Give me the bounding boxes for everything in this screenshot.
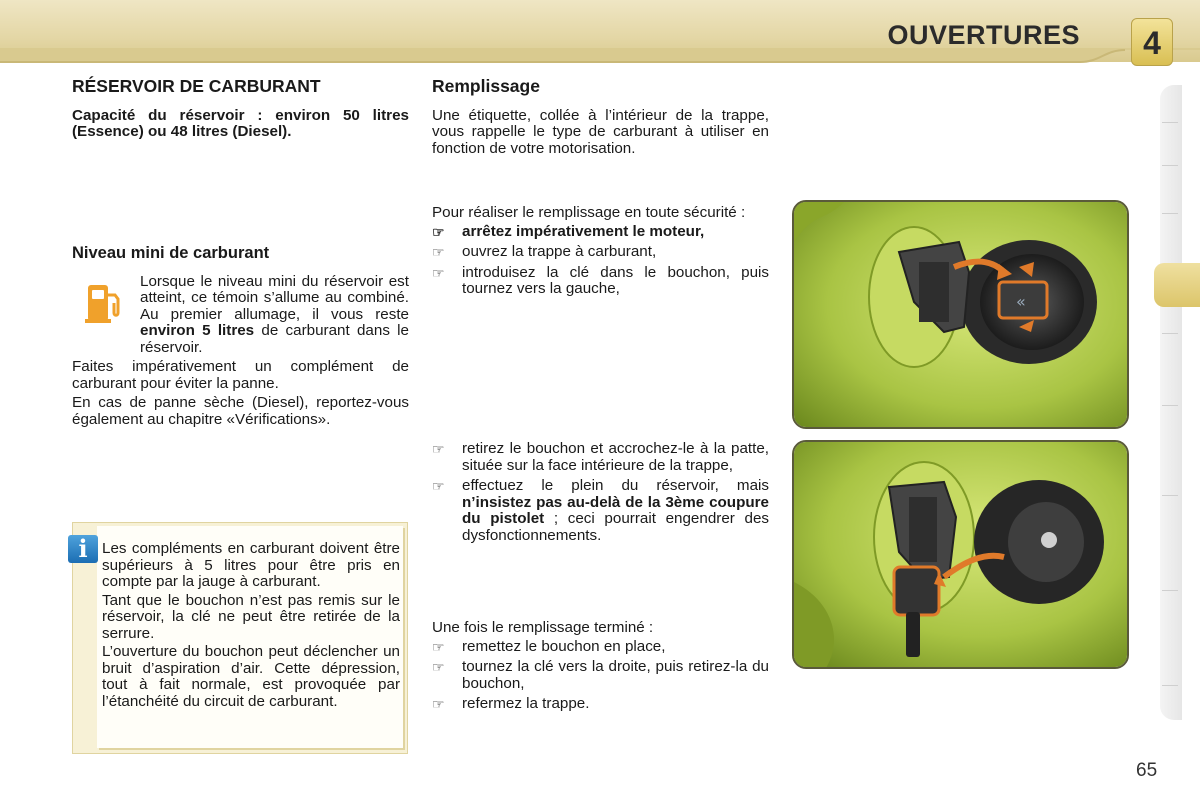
- middle-column: [432, 78, 769, 157]
- low-fuel-text-end: de carburant dans le réservoir.: [140, 322, 410, 356]
- step-item: [432, 265, 769, 298]
- low-fuel-diesel-note: En cas de panne sèche (Diesel), reportez-vous également au chapitre «Vérifications».: [72, 394, 409, 428]
- tab-divider: [1162, 405, 1178, 406]
- step-item: [432, 244, 769, 261]
- step-text: ouvrez la trappe à carburant,: [462, 243, 657, 260]
- chapter-tab-active[interactable]: [1154, 263, 1200, 307]
- pointing-hand-icon: ☞: [432, 244, 445, 260]
- low-fuel-advice: Faites impérativement un complément de carburant pour éviter la panne.: [72, 358, 409, 392]
- chapter-header: [0, 0, 1200, 70]
- pointing-hand-icon: ☞: [432, 638, 445, 655]
- pointing-hand-icon: ☞: [432, 223, 445, 240]
- pointing-hand-icon: ☞: [432, 264, 445, 281]
- info-icon: i: [68, 535, 98, 563]
- step-item: [432, 224, 769, 241]
- step-text: refermez la trappe.: [462, 695, 590, 712]
- pointing-hand-icon: ☞: [432, 441, 445, 457]
- fuel-cap-illustration: [794, 442, 1129, 669]
- refill-intro: Une étiquette, collée à l’intérieur de la trappe, vous rappelle le type de carburant à utiliser en fonction de votre motorisation.: [432, 106, 769, 157]
- svg-text:«: «: [1016, 292, 1026, 311]
- tab-divider: [1162, 165, 1178, 166]
- tab-divider: [1162, 590, 1178, 591]
- step-text-end: ; ceci pourrait engendrer des dysfonctionnements.: [462, 510, 769, 544]
- tab-strip: [1160, 85, 1182, 720]
- section-title: RÉSERVOIR DE CARBURANT: [72, 76, 321, 96]
- step-item: [432, 441, 769, 474]
- refill-steps-continued: [432, 441, 769, 544]
- tab-divider: [1162, 685, 1178, 686]
- page-number: 65: [1136, 760, 1158, 781]
- low-fuel-text: Lorsque le niveau mini du réservoir est atteint, ce témoin s’allume au combiné. Au premier allumage, il vous reste: [140, 272, 409, 323]
- safety-intro: Pour réaliser le remplissage en toute sécurité :: [432, 204, 746, 221]
- pointing-hand-icon: ☞: [432, 659, 445, 675]
- tank-capacity: Capacité du réservoir : environ 50 litres (Essence) ou 48 litres (Diesel).: [72, 106, 409, 140]
- left-column: [72, 78, 409, 141]
- step-item: [432, 478, 769, 544]
- chapter-title: OUVERTURES: [887, 20, 1080, 50]
- pointing-hand-icon: ☞: [432, 478, 445, 494]
- tab-divider: [1162, 495, 1178, 496]
- step-text: arrêtez impérativement le moteur,: [462, 222, 705, 240]
- step-text: remettez le bouchon en place,: [462, 637, 666, 655]
- step-text: introduisez la clé dans le bouchon, puis tournez vers la gauche,: [462, 263, 769, 297]
- pointing-hand-icon: ☞: [432, 696, 445, 712]
- low-fuel-section: [72, 245, 409, 428]
- low-fuel-liters: environ 5 litres: [140, 322, 255, 339]
- step-item: [432, 696, 769, 713]
- fuel-flap-photo-unlock: [792, 200, 1129, 429]
- info-paragraph: L’ouverture du bouchon peut déclencher un bruit d’aspiration d’air. Cette dépression, tout à fait normale, est provoquée par l’étanchéité du circuit de carburant.: [102, 643, 400, 710]
- step-item: [432, 639, 769, 656]
- fuel-flap-photo-cap-removed: [792, 440, 1129, 669]
- tab-divider: [1162, 213, 1178, 214]
- step-text: tournez la clé vers la droite, puis retirez-la du bouchon,: [462, 658, 769, 692]
- chapter-tabs: [1160, 85, 1200, 720]
- step-warning: n’insistez pas au-delà de la 3ème coupure du pistolet: [462, 493, 769, 527]
- fuel-pump-icon: [82, 281, 126, 325]
- end-intro: Une fois le remplissage terminé :: [432, 619, 654, 636]
- info-paragraph: Tant que le bouchon n’est pas remis sur le réservoir, la clé ne peut être retirée de la serrure.: [102, 591, 400, 642]
- refill-end-steps: [432, 620, 769, 713]
- low-fuel-title: Niveau mini de carburant: [72, 244, 270, 262]
- fuel-flap-illustration: [794, 202, 1129, 429]
- tab-divider: [1162, 122, 1178, 123]
- header-curve: [0, 48, 1200, 72]
- refill-title: Remplissage: [432, 76, 540, 96]
- info-box: [72, 522, 408, 754]
- tab-divider: [1162, 333, 1178, 334]
- step-text: effectuez le plein du réservoir, mais: [462, 477, 769, 494]
- refill-steps: [432, 205, 769, 298]
- chapter-number-badge: 4: [1131, 18, 1173, 66]
- step-text: retirez le bouchon et accrochez-le à la patte, située sur la face intérieure de la trappe,: [462, 440, 769, 474]
- info-paragraph: Les compléments en carburant doivent être supérieurs à 5 litres pour être pris en compte par la jauge à carburant.: [102, 540, 400, 590]
- info-text: [102, 541, 400, 710]
- step-item: [432, 659, 769, 692]
- info-box-inner: [97, 526, 403, 748]
